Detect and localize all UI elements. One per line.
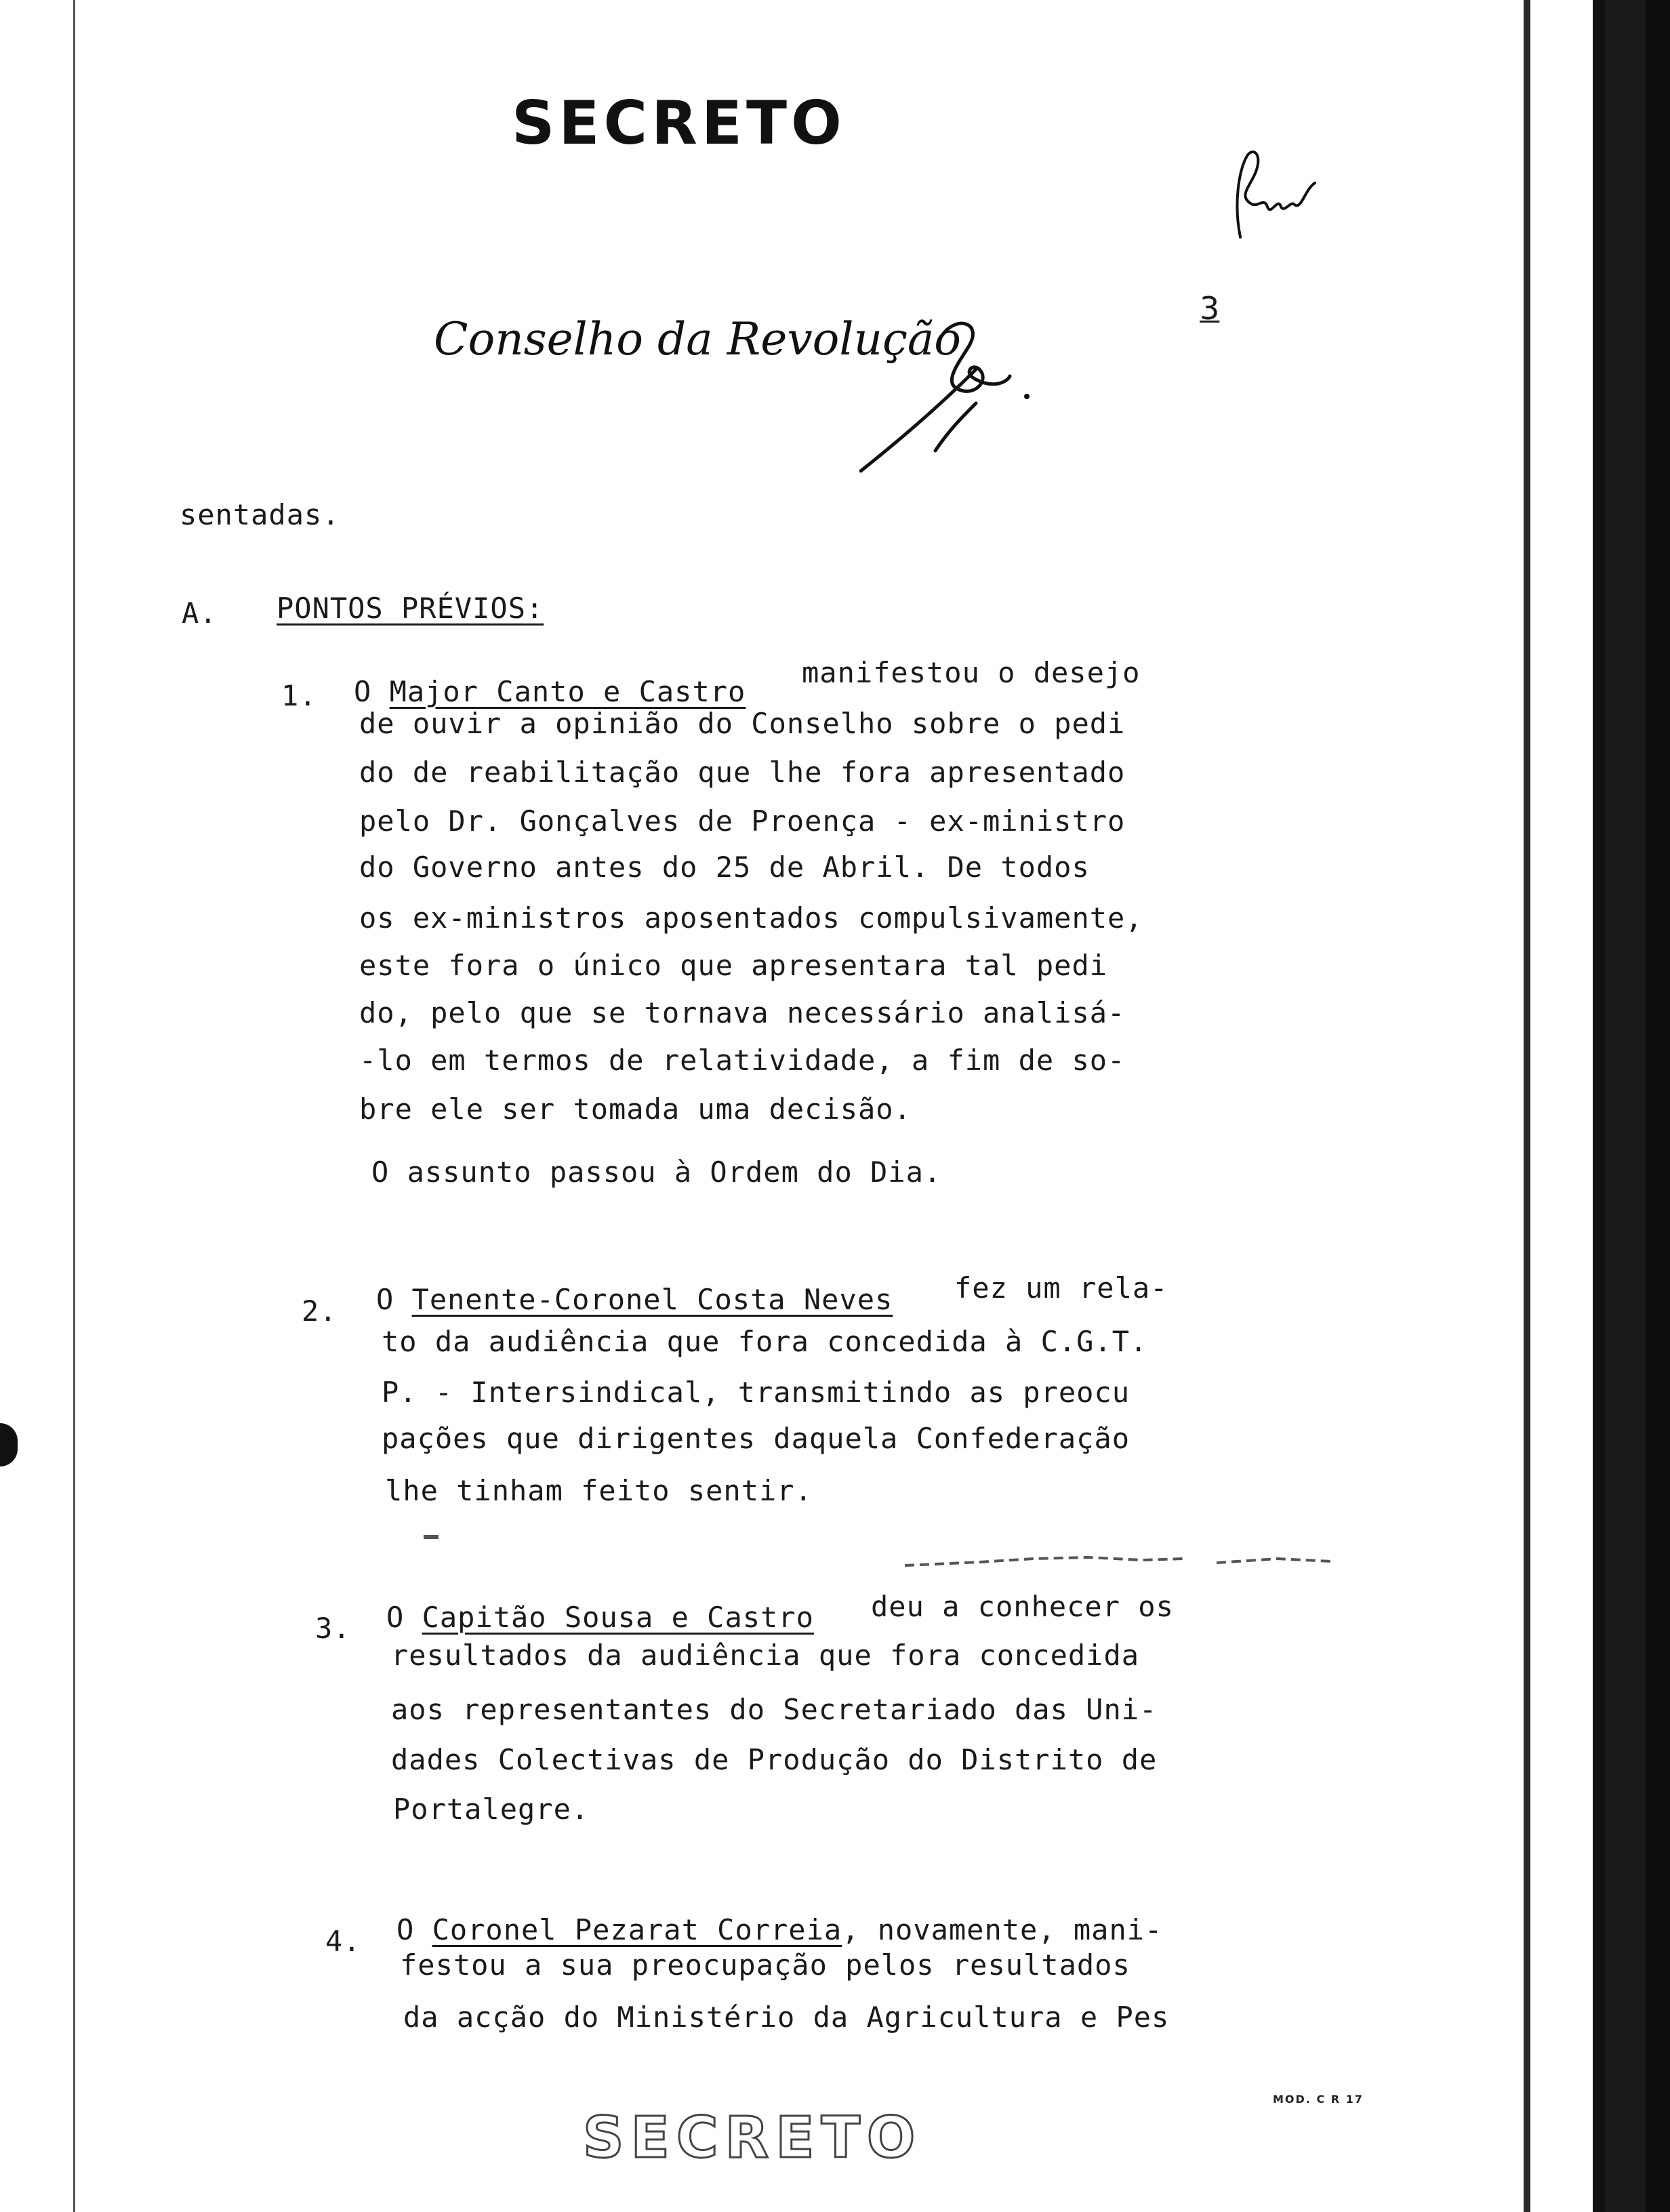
scan-speck (424, 1535, 439, 1539)
item-line: os ex-ministros aposentados compulsivamente, (359, 901, 1143, 935)
classification-stamp-footer: SECRETO (583, 2104, 922, 2171)
item-line: bre ele ser tomada uma decisão. (359, 1092, 912, 1126)
item-line: dades Colectivas de Produção do Distrito de (391, 1743, 1158, 1776)
item-line: do, pelo que se tornava necessário analisá- (359, 996, 1126, 1029)
scan-smudge (898, 1538, 1345, 1579)
item-line: este fora o único que apresentara tal pedi (359, 949, 1108, 982)
lead-text: sentadas. (180, 498, 340, 531)
item-line: lhe tinham feito sentir. (385, 1474, 813, 1507)
punch-hole-mark (0, 1423, 18, 1467)
item-subject: O Tenente-Coronel Costa Neves (376, 1283, 893, 1316)
item-line: Portalegre. (393, 1793, 590, 1826)
item-line: do de reabilitação que lhe fora apresentado (359, 756, 1126, 789)
left-margin-rule (73, 0, 75, 2212)
letterhead-title: Conselho da Revolução (434, 313, 962, 365)
scan-edge-shadow (1510, 0, 1670, 2212)
item-subject: O Capitão Sousa e Castro (386, 1601, 814, 1634)
item-line: fez um rela- (954, 1271, 1168, 1305)
form-code: MOD. C R 17 (1273, 2093, 1364, 2106)
item-number: 4. (325, 1925, 361, 1958)
item-line: pações que dirigentes daquela Confederação (382, 1422, 1131, 1455)
item-person-name: Coronel Pezarat Correia (432, 1913, 842, 1946)
item-subject: O Coronel Pezarat Correia, novamente, mani- (396, 1913, 1163, 1946)
section-marker: A. (182, 596, 218, 630)
item-line: aos representantes do Secretariado das Uni- (391, 1693, 1158, 1726)
item-line: festou a sua preocupação pelos resultados (400, 1948, 1131, 1982)
page-number: 3 (1200, 290, 1220, 327)
section-title: PONTOS PRÉVIOS: (277, 592, 544, 625)
item-line: , novamente, mani- (842, 1913, 1163, 1946)
item-line: deu a conhecer os (871, 1590, 1174, 1623)
item-line: P. - Intersindical, transmitindo as preocu (382, 1376, 1131, 1409)
item-number: 2. (302, 1294, 338, 1328)
signature (840, 308, 1057, 485)
item-line: da acção do Ministério da Agricultura e Pes (403, 2001, 1170, 2034)
classification-stamp-header: SECRETO (512, 88, 846, 158)
item-number: 3. (315, 1612, 351, 1645)
item-person-name: Capitão Sousa e Castro (422, 1601, 814, 1634)
item-line: de ouvir a opinião do Conselho sobre o pedi (359, 707, 1126, 740)
item-subject: O Major Canto e Castro (354, 675, 746, 708)
item-person-name: Tenente-Coronel Costa Neves (411, 1283, 893, 1316)
item-line: to da audiência que fora concedida à C.G.T. (382, 1325, 1148, 1358)
item-line: resultados da audiência que fora concedida (391, 1639, 1140, 1672)
item-person-name: Major Canto e Castro (389, 675, 746, 708)
handwritten-initials (1227, 142, 1328, 251)
item-line: -lo em termos de relatividade, a fim de so- (359, 1044, 1126, 1077)
item-line: pelo Dr. Gonçalves de Proença - ex-ministro (359, 804, 1126, 838)
item-line: do Governo antes do 25 de Abril. De todos (359, 851, 1090, 884)
item-number: 1. (281, 679, 317, 712)
item-note: O assunto passou à Ordem do Dia. (371, 1155, 942, 1189)
item-line: manifestou o desejo (802, 656, 1141, 689)
